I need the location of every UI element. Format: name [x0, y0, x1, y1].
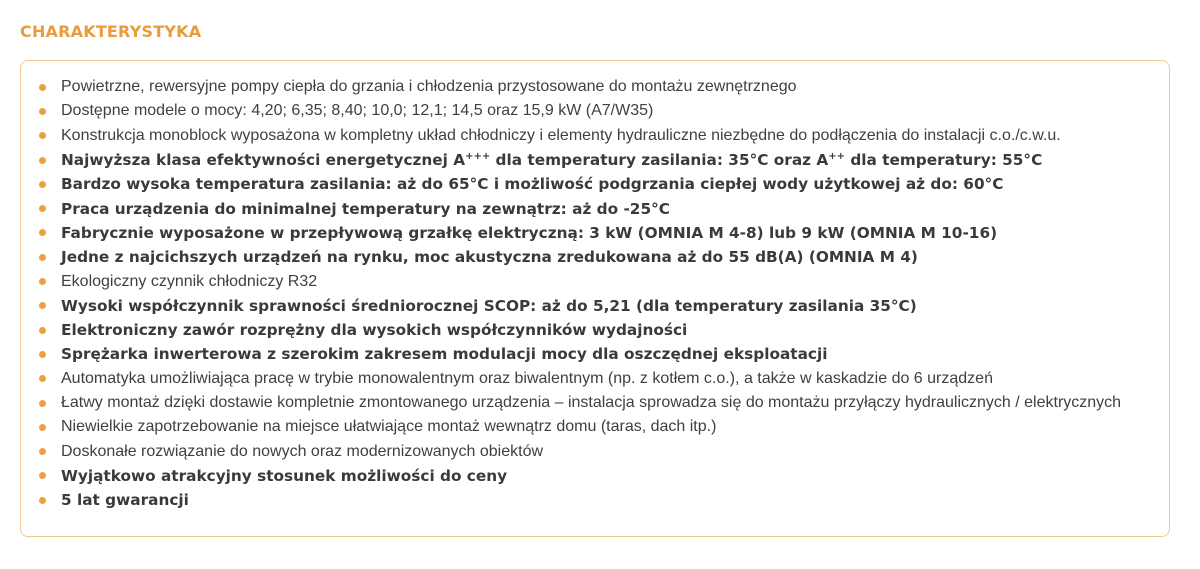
text-segment: Praca urządzenia do minimalnej temperatury na zewnątrz: aż do -25°C	[61, 199, 670, 218]
feature-item	[39, 318, 1159, 342]
text-segment: Wyjątkowo atrakcyjny stosunek możliwości do ceny	[61, 466, 508, 485]
text-segment: Wysoki współczynnik sprawności średniorocznej SCOP: aż do 5,21 (dla temperatury zasilania 35°C)	[61, 296, 917, 315]
feature-item	[39, 439, 1159, 463]
feature-item	[39, 196, 1159, 220]
feature-text	[61, 296, 917, 316]
feature-item	[39, 99, 1159, 123]
feature-item	[39, 221, 1159, 245]
feature-item	[39, 391, 1159, 415]
bullet-icon	[39, 400, 46, 407]
bullet-icon	[39, 108, 46, 115]
bullet-icon	[39, 254, 46, 261]
feature-text	[61, 101, 653, 121]
feature-item	[39, 124, 1159, 148]
text-segment: Ekologiczny czynnik chłodniczy R32	[61, 272, 318, 290]
text-segment: Niewielkie zapotrzebowanie na miejsce ułatwiające montaż wewnątrz domu (taras, dach itp.)	[61, 418, 717, 436]
feature-text	[61, 150, 1042, 170]
feature-text	[61, 369, 993, 389]
feature-text	[61, 344, 828, 364]
text-segment: dla temperatury zasilania: 35°C oraz A	[490, 151, 829, 170]
text-segment: Sprężarka inwerterowa z szerokim zakresem modulacji mocy dla oszczędnej eksploatacji	[61, 345, 828, 364]
feature-item	[39, 75, 1159, 99]
bullet-icon	[39, 205, 46, 212]
bullet-icon	[39, 448, 46, 455]
text-segment: Automatyka umożliwiająca pracę w trybie monowalentnym oraz biwalentnym (np. z kotłem c.o.), a także w kaskadzie do 6 urządzeń	[61, 369, 993, 387]
bullet-icon	[39, 424, 46, 431]
feature-text	[61, 77, 797, 97]
text-segment: Fabrycznie wyposażone w przepływową grzałkę elektryczną: 3 kW (OMNIA M 4-8) lub 9 kW (OMNIA M 10-16)	[61, 223, 998, 242]
feature-text	[61, 393, 1121, 413]
text-segment: dla temperatury: 55°C	[845, 151, 1043, 170]
feature-text	[61, 199, 670, 219]
feature-text	[61, 247, 918, 267]
feature-item	[39, 415, 1159, 439]
feature-text	[61, 417, 716, 437]
bullet-icon	[39, 302, 46, 309]
feature-item	[39, 245, 1159, 269]
feature-item	[39, 342, 1159, 366]
feature-text	[61, 174, 1003, 194]
feature-text	[61, 490, 189, 510]
section-title: CHARAKTERYSTYKA	[20, 22, 202, 41]
bullet-icon	[39, 132, 46, 139]
bullet-icon	[39, 278, 46, 285]
feature-item	[39, 488, 1159, 512]
feature-item	[39, 148, 1159, 172]
feature-item	[39, 172, 1159, 196]
text-segment: Łatwy montaż dzięki dostawie kompletnie zmontowanego urządzenia – instalacja sprowadza się do montażu przyłączy hydraulicznych / elektrycznych	[61, 394, 1122, 411]
bullet-icon	[39, 375, 46, 382]
feature-item	[39, 367, 1159, 391]
feature-item	[39, 269, 1159, 293]
superscript: +++	[465, 151, 491, 163]
feature-item	[39, 294, 1159, 318]
bullet-icon	[39, 157, 46, 164]
text-segment: Doskonałe rozwiązanie do nowych oraz modernizowanych obiektów	[61, 442, 544, 460]
bullet-icon	[39, 181, 46, 188]
text-segment: Dostępne modele o mocy: 4,20; 6,35; 8,40; 10,0; 12,1; 14,5 oraz 15,9 kW (A7/W35)	[61, 102, 654, 120]
text-segment: Elektroniczny zawór rozprężny dla wysokich współczynników wydajności	[61, 321, 688, 340]
text-segment: Bardzo wysoka temperatura zasilania: aż do 65°C i możliwość podgrzania ciepłej wody użytkowej aż do: 60°C	[61, 175, 1004, 194]
bullet-icon	[39, 351, 46, 358]
text-segment: 5 lat gwarancji	[61, 491, 189, 510]
feature-text	[61, 320, 687, 340]
bullet-icon	[39, 497, 46, 504]
feature-text	[61, 442, 543, 462]
bullet-icon	[39, 84, 46, 91]
feature-text	[61, 466, 507, 486]
feature-text	[61, 223, 997, 243]
text-segment: Najwyższa klasa efektywności energetycznej A	[61, 151, 466, 170]
superscript: ++	[828, 151, 845, 163]
feature-text	[61, 272, 317, 292]
text-segment: Jedne z najcichszych urządzeń na rynku, moc akustyczna zredukowana aż do 55 dB(A) (OMNIA M 4)	[61, 248, 918, 267]
bullet-icon	[39, 327, 46, 334]
bullet-icon	[39, 472, 46, 479]
features-box	[20, 60, 1170, 537]
text-segment: Powietrzne, rewersyjne pompy ciepła do grzania i chłodzenia przystosowane do montażu zewnętrznego	[61, 78, 797, 96]
feature-text	[61, 126, 1061, 146]
text-segment: Konstrukcja monoblock wyposażona w kompletny układ chłodniczy i elementy hydrauliczne niezbędne do podłączenia do instalacji c.o./c.w.u.	[61, 126, 1061, 144]
feature-item	[39, 464, 1159, 488]
features-list	[39, 75, 1159, 512]
bullet-icon	[39, 229, 46, 236]
